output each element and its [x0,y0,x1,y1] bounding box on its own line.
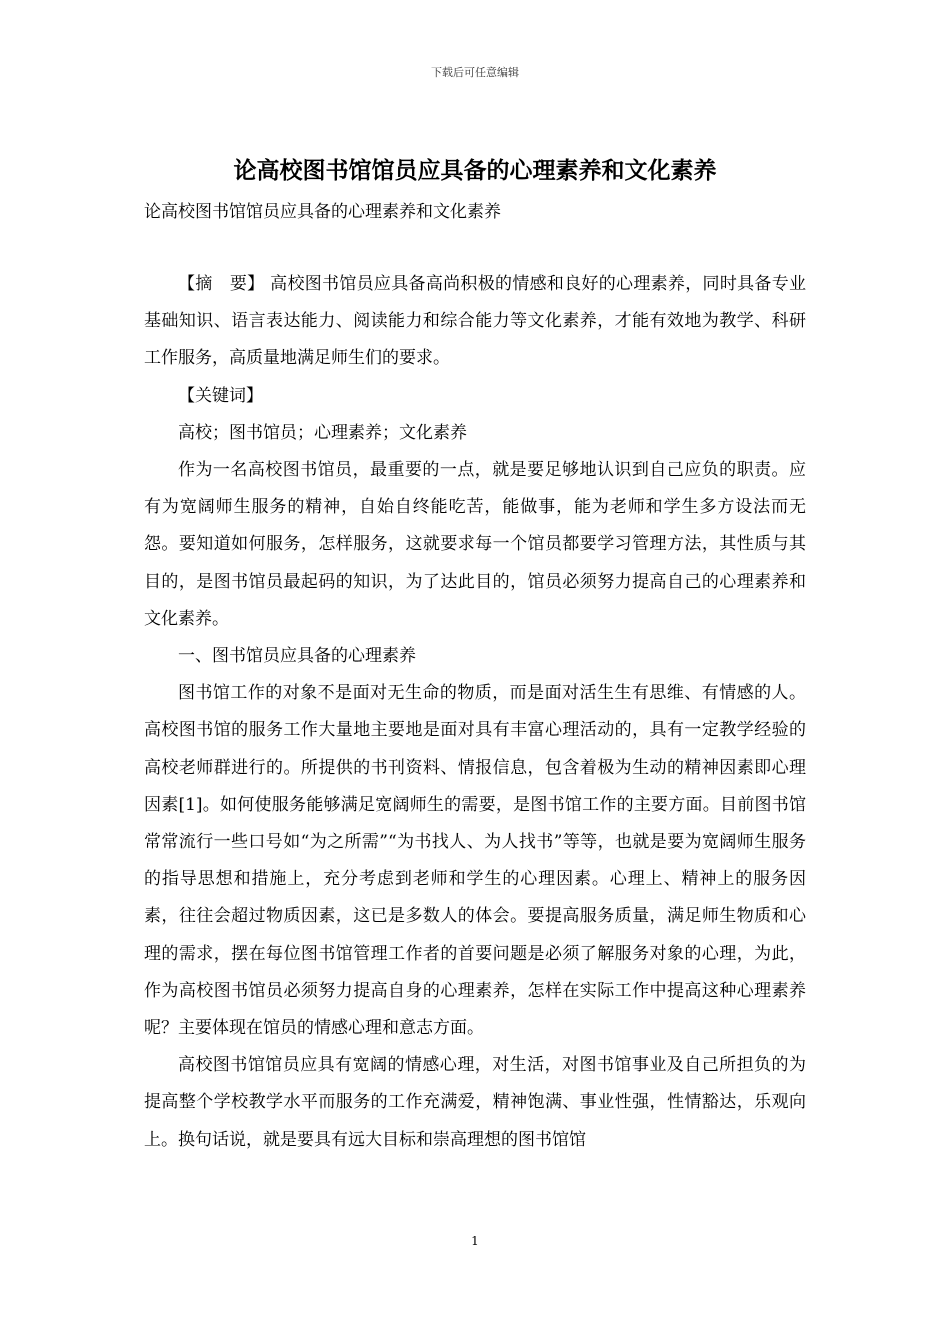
body-paragraph: 图书馆工作的对象不是面对无生命的物质，而是面对活生生有思维、有情感的人。高校图书馆的服务工作大量地主要地是面对具有丰富心理活动的，具有一定教学经验的高校老师群进行的。所提供的书刊资料、情报信息，包含着极为生动的精神因素即心理因素[1]。如何使服务能够满足宽阔师生的需要，是图书馆工作的主要方面。目前图书馆常常流行一些口号如“为之所需”“为书找人、为人找书”等等，也就是要为宽阔师生服务的指导思想和措施上，充分考虑到老师和学生的心理因素。心理上、精神上的服务因素，往往会超过物质因素，这已是多数人的体会。要提高服务质量，满足师生物质和心理的需求，摆在每位图书馆管理工作者的首要问题是必须了解服务对象的心理，为此，作为高校图书馆员必须努力提高自身的心理素养，怎样在实际工作中提高这种心理素养呢？主要体现在馆员的情感心理和意志方面。 [144,683,806,1039]
section-heading-1: 一、图书馆员应具备的心理素养 [178,646,416,667]
body-paragraph: 高校图书馆馆员应具有宽阔的情感心理，对生活，对图书馆事业及自己所担负的为提高整个学校教学水平而服务的工作充满爱，精神饱满、事业性强，性情豁达，乐观向上。换句话说，就是要具有远大目标和崇高理想的图书馆馆 [144,1055,806,1150]
keywords-list: 高校；图书馆员；心理素养；文化素养 [178,422,467,443]
keywords-heading: 【关键词】 [178,385,263,406]
document-title: 论高校图书馆馆员应具备的心理素养和文化素养 [233,157,717,184]
page-header-note: 下载后可任意编辑 [431,66,519,79]
page-number: 1 [471,1234,479,1248]
document-body [144,266,806,1159]
abstract-paragraph: 【摘 要】 高校图书馆员应具备高尚积极的情感和良好的心理素养，同时具备专业基础知识、语言表达能力、阅读能力和综合能力等文化素养，才能有效地为教学、科研工作服务，高质量地满足师生们的要求。 [144,274,806,369]
document-subtitle: 论高校图书馆馆员应具备的心理素养和文化素养 [144,202,501,222]
intro-paragraph: 作为一名高校图书馆员，最重要的一点，就是要足够地认识到自己应负的职责。应有为宽阔师生服务的精神，自始自终能吃苦，能做事，能为老师和学生多方设法而无怨。要知道如何服务，怎样服务，这就要求每一个馆员都要学习管理方法，其性质与其目的，是图书馆员最起码的知识，为了达此目的，馆员必须努力提高自己的心理素养和文化素养。 [144,460,806,629]
